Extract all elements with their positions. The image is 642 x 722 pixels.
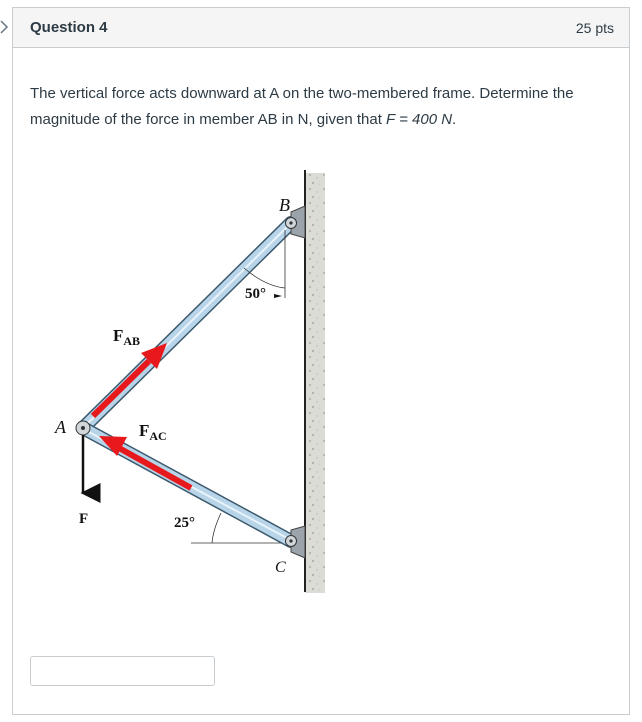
question-title: Question 4: [30, 19, 108, 36]
label-f: F: [79, 511, 89, 527]
question-text-main: The vertical force acts downward at A on the two-membered frame. Determine the magnitude of the force in member AB in N, given that: [30, 85, 574, 128]
label-fab-sub: AB: [123, 334, 141, 348]
question-header: [13, 8, 629, 48]
angle-top-label: 50°: [245, 286, 266, 302]
label-c: C: [275, 559, 286, 576]
angle-bottom-label: 25°: [174, 515, 195, 531]
label-a: A: [55, 417, 66, 437]
force-ac-arrow: [99, 436, 191, 488]
question-card: [12, 7, 630, 715]
label-fac: [139, 421, 167, 443]
answer-input[interactable]: [30, 656, 215, 686]
question-points: 25 pts: [575, 19, 614, 36]
label-fac-main: F: [139, 421, 150, 440]
frame-diagram: [41, 158, 341, 598]
question-text: [30, 81, 610, 133]
label-b: B: [279, 195, 290, 215]
collapse-chevron-icon[interactable]: [0, 20, 10, 34]
label-fac-sub: AC: [149, 429, 167, 443]
question-text-end: .: [452, 111, 457, 128]
wall: [305, 173, 325, 593]
label-fab: [113, 326, 140, 348]
force-ab-arrow: [93, 343, 167, 416]
question-text-force-value: F = 400 N: [386, 111, 453, 128]
label-fab-main: F: [113, 326, 124, 345]
